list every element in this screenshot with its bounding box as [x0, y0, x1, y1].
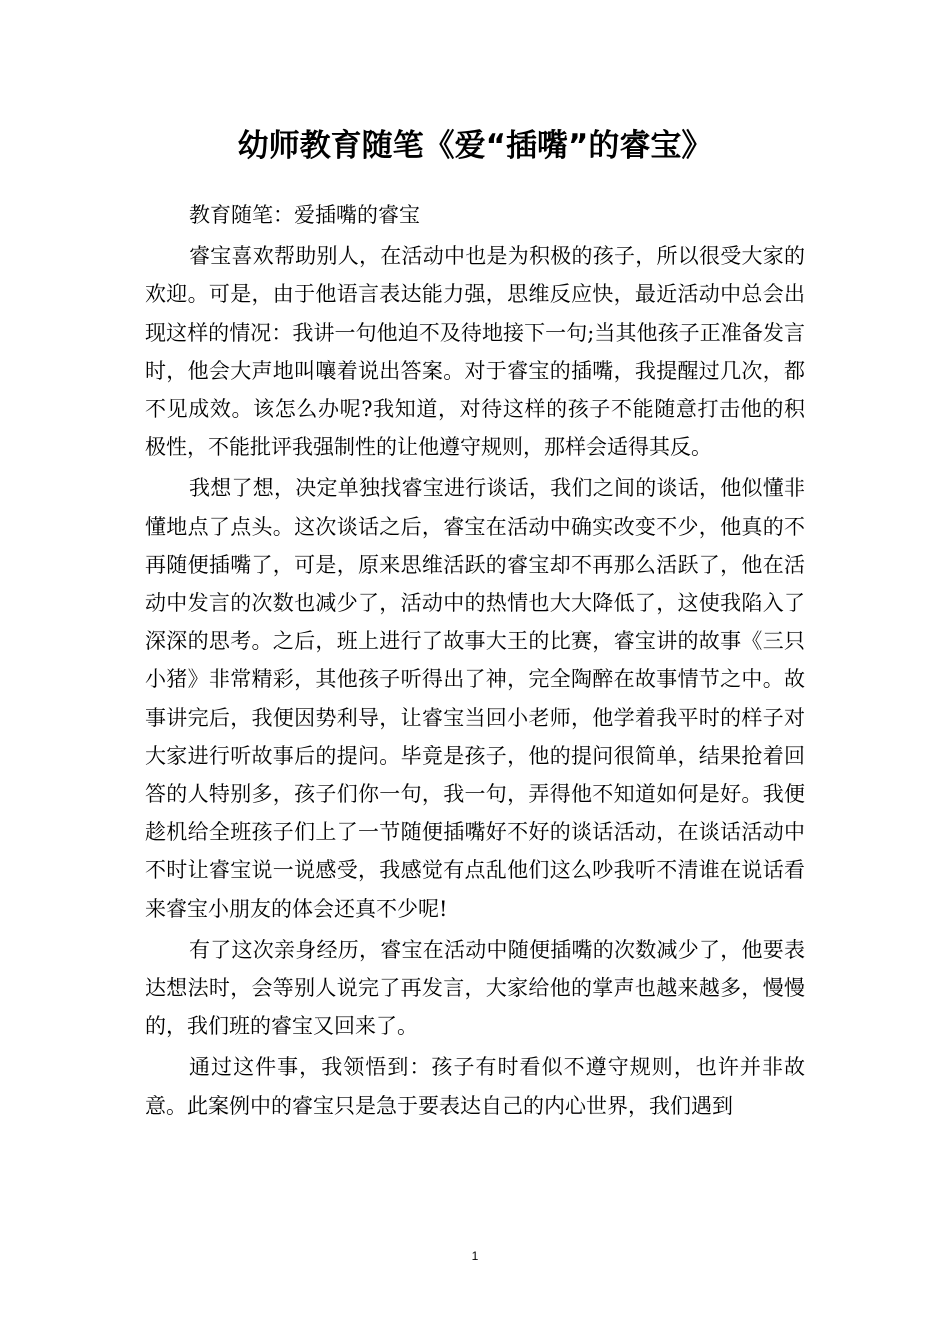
paragraph: 我想了想，决定单独找睿宝进行谈话，我们之间的谈话，他似懂非懂地点了点头。这次谈话之后，睿宝在活动中确实改变不少，他真的不再随便插嘴了，可是，原来思维活跃的睿宝却不再那么活跃了，他在活动中发言的次数也减少了，活动中的热情也大大降低了，这使我陷入了深深的思考。之后，班上进行了故事大王的比赛，睿宝讲的故事《三只小猪》非常精彩，其他孩子听得出了神，完全陶醉在故事情节之中。故事讲完后，我便因势利导，让睿宝当回小老师，他学着我平时的样子对大家进行听故事后的提问。毕竟是孩子，他的提问很简单，结果抢着回答的人特别多，孩子们你一句，我一句，弄得他不知道如何是好。我便趁机给全班孩子们上了一节随便插嘴好不好的谈话活动，在谈话活动中不时让睿宝说一说感受，我感觉有点乱他们这么吵我听不清谁在说话看来睿宝小朋友的体会还真不少呢!	[145, 476, 805, 921]
paragraph: 有了这次亲身经历，睿宝在活动中随便插嘴的次数减少了，他要表达想法时，会等别人说完了再发言，大家给他的掌声也越来越多，慢慢的，我们班的睿宝又回来了。	[145, 937, 805, 1039]
paragraph: 睿宝喜欢帮助别人，在活动中也是为积极的孩子，所以很受大家的欢迎。可是，由于他语言表达能力强，思维反应快，最近活动中总会出现这样的情况：我讲一句他迫不及待地接下一句;当其他孩子正准备发言时，他会大声地叫嚷着说出答案。对于睿宝的插嘴，我提醒过几次，都不见成效。该怎么办呢?我知道，对待这样的孩子不能随意打击他的积极性，不能批评我强制性的让他遵守规则，那样会适得其反。	[145, 244, 805, 460]
paragraph-subtitle: 教育随笔：爱插嘴的睿宝	[189, 203, 420, 227]
page-number: 1	[471, 1249, 479, 1263]
document-body	[145, 196, 805, 1128]
document-title: 幼师教育随笔《爱“插嘴”的睿宝》	[237, 128, 713, 164]
paragraph: 通过这件事，我领悟到：孩子有时看似不遵守规则，也许并非故意。此案例中的睿宝只是急于要表达自己的内心世界，我们遇到	[145, 1055, 805, 1118]
